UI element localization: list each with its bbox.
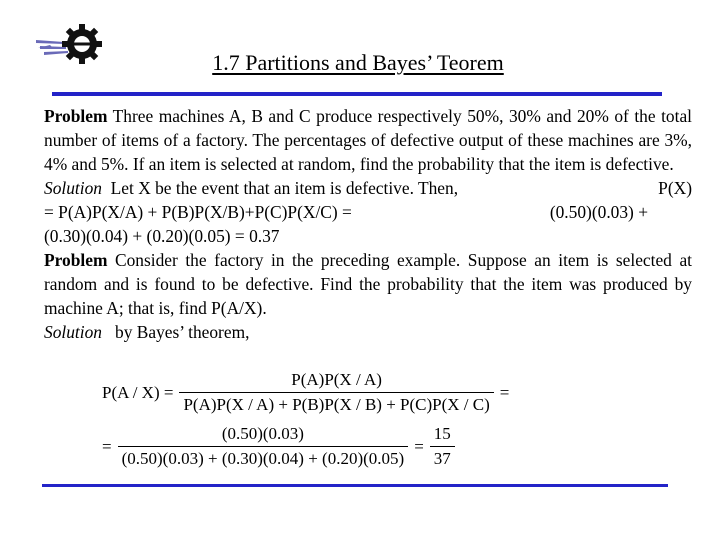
slide-title: 1.7 Partitions and Bayes’ Teorem: [212, 50, 504, 75]
problem-2-label: Problem: [44, 250, 108, 270]
problem-1: [44, 104, 692, 176]
problem-1-label: Problem: [44, 106, 108, 126]
solution-1-values-start: (0.50)(0.03) +: [549, 202, 648, 222]
slide-title-wrap: [0, 50, 720, 76]
result-numerator: 15: [433, 424, 451, 443]
solution-1-px: P(X): [658, 178, 692, 198]
numeric-denominator: (0.50)(0.03) + (0.30)(0.04) + (0.20)(0.05): [118, 446, 409, 469]
equals-sign: =: [499, 382, 510, 402]
numeric-numerator: (0.50)(0.03): [221, 424, 304, 443]
result-denominator: 37: [430, 446, 455, 469]
formula-lhs: P(A / X) =: [102, 382, 174, 402]
solution-1-text: Let X be the event that an item is defective. Then,: [101, 178, 459, 198]
problem-1-text: Three machines A, B and C produce respectively 50%, 30% and 20% of the total number of items of a factory. The percentages of defective output of these machines are 3%, 4% and 5%. If an item is selected at random, find the probability that the item is defective.: [44, 106, 692, 174]
bayes-formula-row-1: [102, 370, 509, 415]
numeric-fraction: [118, 424, 409, 469]
title-divider: [52, 92, 662, 96]
solution-2-label: Solution: [44, 322, 102, 342]
solution-1-line-1: [44, 176, 692, 200]
solution-2-text: by Bayes’ theorem,: [101, 322, 250, 342]
solution-1-result: (0.30)(0.04) + (0.20)(0.05) = 0.37: [44, 226, 280, 246]
slide-body: [44, 104, 692, 344]
solution-1-label: Solution: [44, 178, 102, 198]
bayes-numerator: P(A)P(X / A): [291, 370, 382, 389]
footer-divider: [42, 484, 668, 487]
result-fraction: [430, 424, 455, 469]
equals-sign: =: [414, 436, 424, 456]
problem-2: [44, 248, 692, 320]
solution-1-expansion: = P(A)P(X/A) + P(B)P(X/B)+P(C)P(X/C) =: [44, 202, 352, 222]
bayes-denominator: P(A)P(X / A) + P(B)P(X / B) + P(C)P(X / C): [179, 392, 493, 415]
problem-2-text: Consider the factory in the preceding example. Suppose an item is selected at random and is found to be defective. Find the probability that the item was produced by machine A; that is, find P(A/X).: [44, 250, 692, 318]
solution-2-line: [44, 320, 692, 344]
solution-1-line-2: [44, 200, 692, 224]
equals-sign: =: [102, 436, 112, 456]
bayes-formula-row-2: [102, 424, 461, 469]
bayes-fraction: [179, 370, 493, 415]
